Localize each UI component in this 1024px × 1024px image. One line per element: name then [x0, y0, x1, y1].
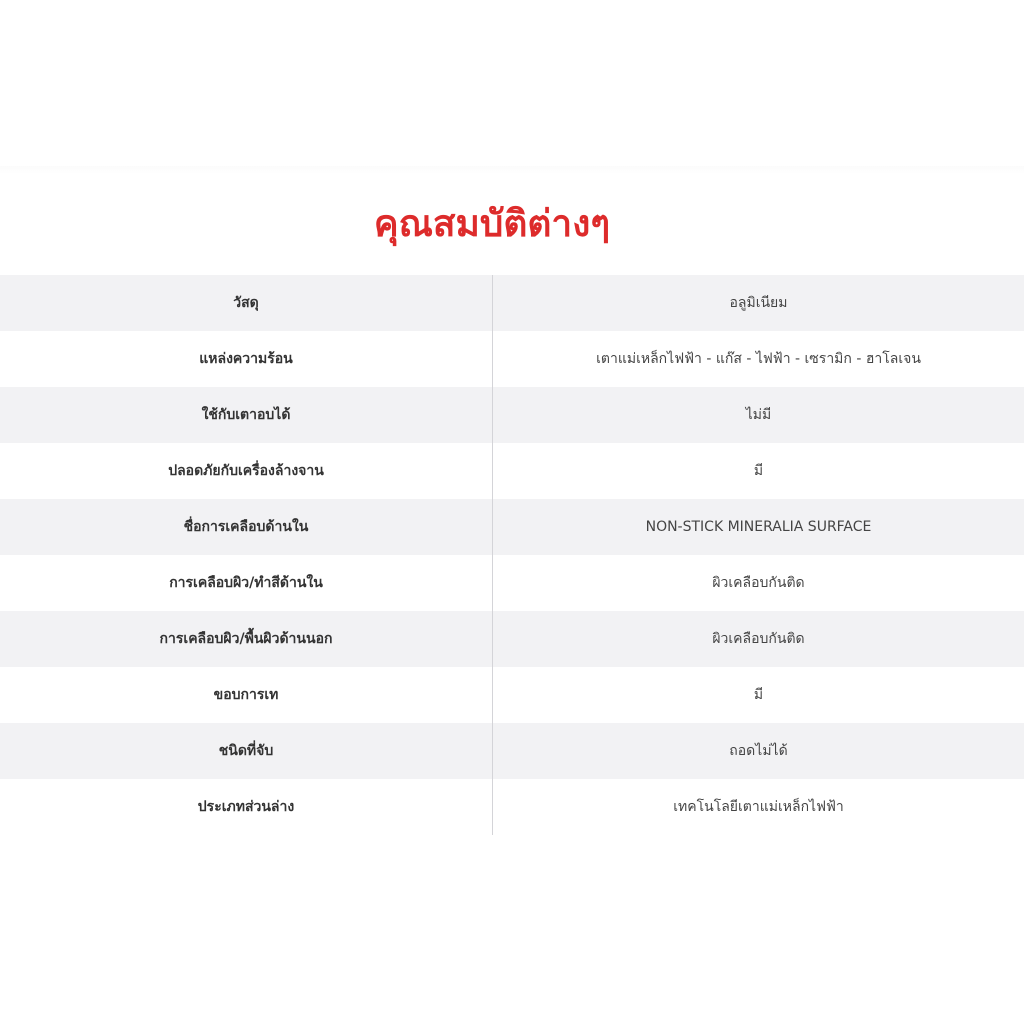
spec-row-pouring-rim [0, 667, 1024, 723]
spec-label: แหล่งความร้อน [0, 331, 493, 387]
spec-value: ถอดไม่ได้ [729, 743, 788, 759]
spec-value: ไม่มี [745, 407, 772, 423]
spec-row-dishwasher-safe [0, 443, 1024, 499]
spec-value: ผิวเคลือบกันติด [712, 575, 805, 591]
spec-label: การเคลือบผิว/พื้นผิวด้านนอก [0, 611, 493, 667]
spec-label: ขอบการเท [0, 667, 493, 723]
spec-value: เทคโนโลยีเตาแม่เหล็กไฟฟ้า [673, 799, 844, 815]
spec-label: ชื่อการเคลือบด้านใน [0, 499, 493, 555]
spec-table [0, 275, 1024, 835]
spec-label: ใช้กับเตาอบได้ [0, 387, 493, 443]
spec-row-exterior-finish [0, 611, 1024, 667]
spec-value: ผิวเคลือบกันติด [712, 631, 805, 647]
spec-label: ชนิดที่จับ [0, 723, 493, 779]
spec-row-oven-safe [0, 387, 1024, 443]
spec-row-material [0, 275, 1024, 331]
spec-label: วัสดุ [0, 275, 493, 331]
spec-row-base-type [0, 779, 1024, 835]
spec-value: NON-STICK MINERALIA SURFACE [645, 519, 872, 535]
spec-value: อลูมิเนียม [729, 295, 788, 311]
spec-label: การเคลือบผิว/ทำสีด้านใน [0, 555, 493, 611]
spec-value: มี [753, 463, 764, 479]
spec-label: ปลอดภัยกับเครื่องล้างจาน [0, 443, 493, 499]
spec-label: ประเภทส่วนล่าง [0, 779, 493, 835]
page-title: คุณสมบัติต่างๆ [373, 202, 611, 245]
spec-row-handle-type [0, 723, 1024, 779]
spec-value: มี [753, 687, 764, 703]
spec-value: เตาแม่เหล็กไฟฟ้า - แก๊ส - ไฟฟ้า - เซรามิก - ฮาโลเจน [596, 351, 921, 367]
spec-row-interior-coating-name [0, 499, 1024, 555]
spec-row-interior-finish [0, 555, 1024, 611]
spec-row-heat-source [0, 331, 1024, 387]
top-divider [0, 166, 1024, 174]
